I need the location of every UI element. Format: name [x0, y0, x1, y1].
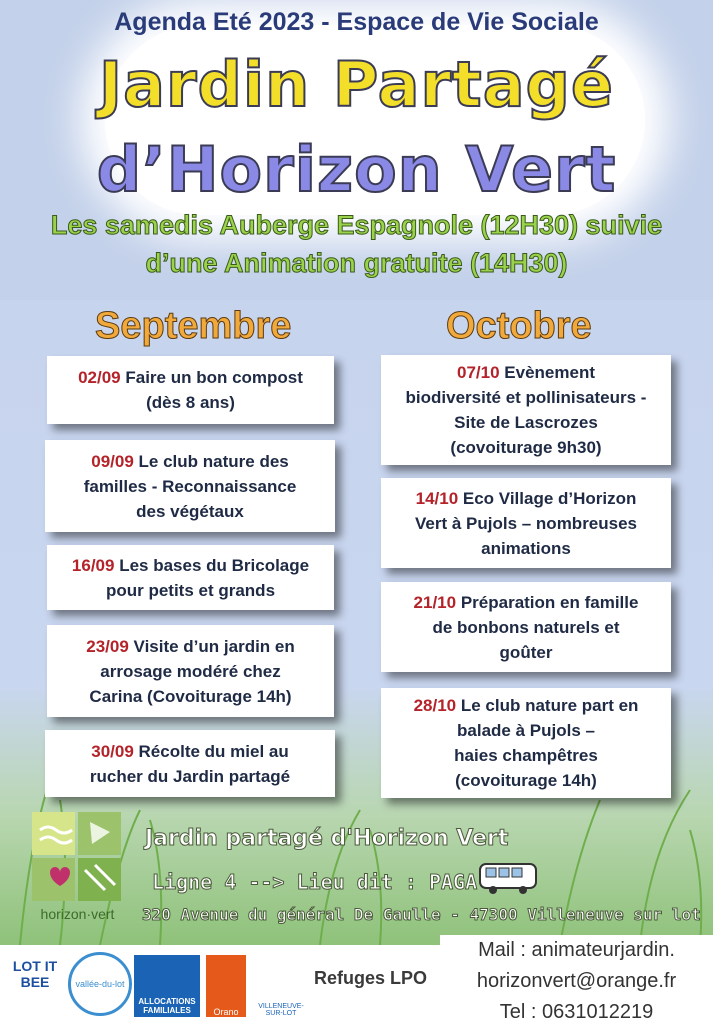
partner-villeneuve-label: VILLENEUVE-SUR-LOT — [258, 1003, 304, 1017]
event-text: (covoiturage 9h30) — [450, 438, 602, 457]
contact-box — [440, 935, 713, 1030]
event-text: rucher du Jardin partagé — [89, 766, 291, 786]
partner-vallee-du-lot — [68, 952, 132, 1016]
month-october: Octobre — [446, 305, 592, 347]
event-card-sep — [47, 545, 334, 610]
partner-caf-label: ALLOCATIONS FAMILIALES — [138, 997, 196, 1015]
event-text: Préparation en famille — [460, 592, 639, 612]
partner-lot-it-bee: LOT IT BEE — [12, 958, 58, 990]
partner-refuges-lpo: Refuges LPO — [314, 968, 428, 988]
location-name: Jardin partagé d'Horizon Vert — [145, 826, 509, 851]
event-text: Evènement — [504, 363, 595, 382]
bus-icon — [478, 862, 538, 896]
event-text: arrosage modéré chez — [100, 661, 281, 681]
event-date: 16/09 — [71, 555, 115, 575]
event-text: biodiversité et pollinisateurs - — [405, 388, 647, 407]
partner-vallee-label: vallée-du-lot — [75, 978, 125, 989]
event-card-oct — [381, 355, 671, 465]
event-text: balade à Pujols – — [457, 721, 595, 740]
event-text: Site de Lascrozes — [454, 413, 598, 432]
event-card-oct — [381, 688, 671, 798]
event-date: 23/09 — [86, 636, 129, 656]
event-date: 09/09 — [91, 451, 134, 471]
address: 320 Avenue du général De Gaulle - 47300 Villeneuve sur lot — [142, 905, 701, 924]
event-text: Le club nature part en — [460, 696, 639, 715]
partner-orano — [206, 955, 246, 1017]
event-date: 02/09 — [78, 368, 121, 387]
contact-mail-line2: horizonvert@orange.fr — [476, 970, 677, 992]
event-text: Le club nature des — [138, 451, 289, 471]
contact-mail-line1: Mail : animateurjardin. — [478, 939, 675, 961]
event-text: Les bases du Bricolage — [119, 555, 310, 575]
subtitle-line1: Les samedis Auberge Espagnole (12H30) suivie — [50, 210, 663, 240]
contact-tel: Tel : 0631012219 — [499, 1001, 654, 1023]
event-text: Visite d’un jardin en — [133, 636, 295, 656]
event-text: (dès 8 ans) — [146, 393, 235, 412]
event-card-sep — [45, 730, 335, 797]
event-date: 21/10 — [413, 592, 457, 612]
agenda-heading: Agenda Eté 2023 - Espace de Vie Sociale — [114, 8, 599, 36]
event-text: (covoiturage 14h) — [455, 771, 597, 790]
event-text: haies champêtres — [454, 746, 598, 765]
event-text: Récolte du miel au — [138, 741, 289, 761]
event-date: 28/10 — [413, 696, 457, 715]
event-text: goûter — [499, 642, 553, 662]
event-card-sep — [47, 625, 334, 717]
logo-label: horizon·vert — [40, 906, 115, 922]
event-card-oct — [381, 478, 671, 568]
event-date: 07/10 — [457, 363, 500, 382]
partner-caf — [134, 955, 200, 1017]
month-september: Septembre — [95, 305, 292, 347]
event-text: familles - Reconnaissance — [83, 476, 297, 496]
event-text: pour petits et grands — [105, 580, 276, 600]
event-date: 30/09 — [91, 741, 134, 761]
event-card-sep — [47, 356, 334, 424]
event-text: Carina (Covoiturage 14h) — [89, 686, 292, 706]
event-date: 14/10 — [415, 488, 459, 508]
event-card-sep — [45, 440, 335, 532]
title-jardin-partage: Jardin Partagé — [99, 48, 614, 121]
partner-villeneuve — [256, 955, 306, 1017]
event-text: Eco Village d’Horizon — [462, 488, 637, 508]
event-text: des végétaux — [136, 501, 244, 521]
partner-orano-label: Orano — [213, 1007, 239, 1017]
subtitle-line2: d’une Animation gratuite (14H30) — [145, 248, 568, 278]
title-horizon-vert: d’Horizon Vert — [96, 133, 617, 206]
event-card-oct — [381, 582, 671, 672]
event-text: animations — [481, 538, 571, 558]
event-text: de bonbons naturels et — [432, 617, 620, 637]
bus-line: Ligne 4 --> Lieu dit : PAGA — [152, 870, 478, 894]
event-text: Faire un bon compost — [125, 368, 303, 387]
horizon-vert-logo — [30, 810, 125, 925]
event-text: Vert à Pujols – nombreuses — [414, 513, 638, 533]
